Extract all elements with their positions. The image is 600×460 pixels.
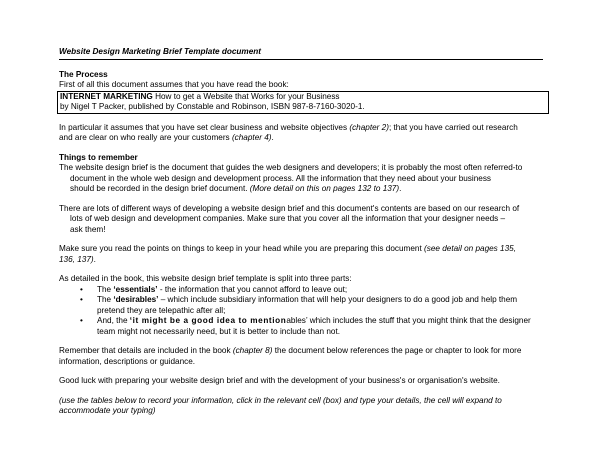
objectives-text-2: ; that you have carried out research (388, 122, 518, 132)
book-title-line (60, 92, 546, 103)
remember-paragraph (59, 346, 543, 367)
list-item-post: - the information that you cannot afford to leave out; (157, 284, 348, 294)
list-item-post: – which include subsidiary information that will help your designers to do a good job and help them (158, 295, 518, 304)
book-byline: by Nigel T Packer, published by Constable and Robinson, ISBN 987-8-7160-3020-1. (60, 102, 365, 111)
remember-text-2: the document below references the page or chapter to look for more (272, 346, 522, 355)
essentials-term: ‘essentials’ (113, 284, 158, 294)
parts-intro: As detailed in the book, this website design brief template is split into three parts: (59, 274, 352, 283)
process-heading: The Process (59, 69, 108, 79)
tables-instruction-line-1: (use the tables below to record your information, click in the relevant cell (box) and type your details, the cell will expand to (59, 395, 502, 405)
points-text: Make sure you read the points on things to keep in your head while you are preparing this document (59, 244, 425, 253)
list-item-essentials (59, 285, 543, 296)
ways-paragraph (59, 204, 543, 236)
list-item-cont: team might not necessarily need, but it is better to include than not. (97, 326, 341, 336)
points-paragraph (59, 244, 543, 265)
points-end: . (93, 254, 96, 264)
pages-135-ref: (see detail on pages 135, (424, 244, 516, 253)
bullet-icon: • (80, 284, 83, 294)
process-intro: First of all this document assumes that you have read the book: (59, 80, 289, 89)
book-title-rest: How to get a Website that Works for your Business (152, 91, 340, 101)
remember-text: Remember that details are included in the book (59, 346, 233, 355)
book-reference-box (57, 91, 549, 114)
brief-line-2: document in the whole web design and development process. All the information that they need about your business (70, 173, 492, 183)
ways-line-2: lots of web design and development companies. Make sure that you cover all the information that your designer needs – (70, 214, 506, 223)
ways-line-3: ask them! (70, 224, 106, 234)
list-item-good-idea (59, 316, 543, 337)
brief-line-1: The website design brief is the document that guides the web designers and developers; it is probably the most often referred-to (59, 163, 523, 172)
objectives-end: . (271, 133, 274, 142)
brief-line-3: should be recorded in the design brief document. (70, 184, 250, 193)
list-item-pre: The (97, 284, 114, 294)
document-page (59, 47, 543, 417)
good-idea-term: ‘it might be a good idea to mention (129, 316, 287, 325)
brief-paragraph (59, 163, 543, 195)
bullet-icon: • (80, 316, 83, 325)
tables-instruction (59, 396, 543, 417)
book-title-bold: INTERNET MARKETING (60, 91, 153, 101)
list-item-pre: The (97, 295, 114, 304)
list-item-pre: And, the (97, 316, 130, 325)
pages-136-137-ref: 136, 137) (59, 254, 94, 264)
objectives-text-3: and are clear on who really are your customers (59, 133, 232, 142)
tables-instruction-line-2: accommodate your typing) (59, 406, 156, 415)
list-item-desirables (59, 295, 543, 316)
objectives-paragraph (59, 123, 543, 144)
remember-text-3: information, descriptions or guidance. (59, 356, 196, 366)
desirables-term: ‘desirables’ (113, 295, 159, 304)
ways-line-1: There are lots of different ways of developing a website design brief and this document's contents are based on our research of (59, 203, 520, 213)
objectives-text: In particular it assumes that you have set clear business and website objectives (59, 122, 350, 132)
chapter2-ref: (chapter 2) (349, 122, 389, 132)
chapter8-ref: (chapter 8) (232, 346, 273, 355)
document-title: Website Design Marketing Brief Template document (59, 47, 543, 60)
list-item-cont: pretend they are telepathic after all; (97, 305, 226, 315)
brief-end: . (399, 184, 402, 193)
list-item-post: ables’ which includes the stuff that you might think that the designer (286, 316, 531, 325)
chapter4-ref: (chapter 4) (231, 133, 272, 142)
good-luck-paragraph: Good luck with preparing your website design brief and with the development of your business's or organisation's website. (59, 376, 500, 385)
pages-132-137-ref: (More detail on this on pages 132 to 137) (249, 184, 400, 193)
parts-list (59, 285, 543, 338)
things-heading: Things to remember (59, 152, 138, 162)
bullet-icon: • (80, 295, 83, 304)
